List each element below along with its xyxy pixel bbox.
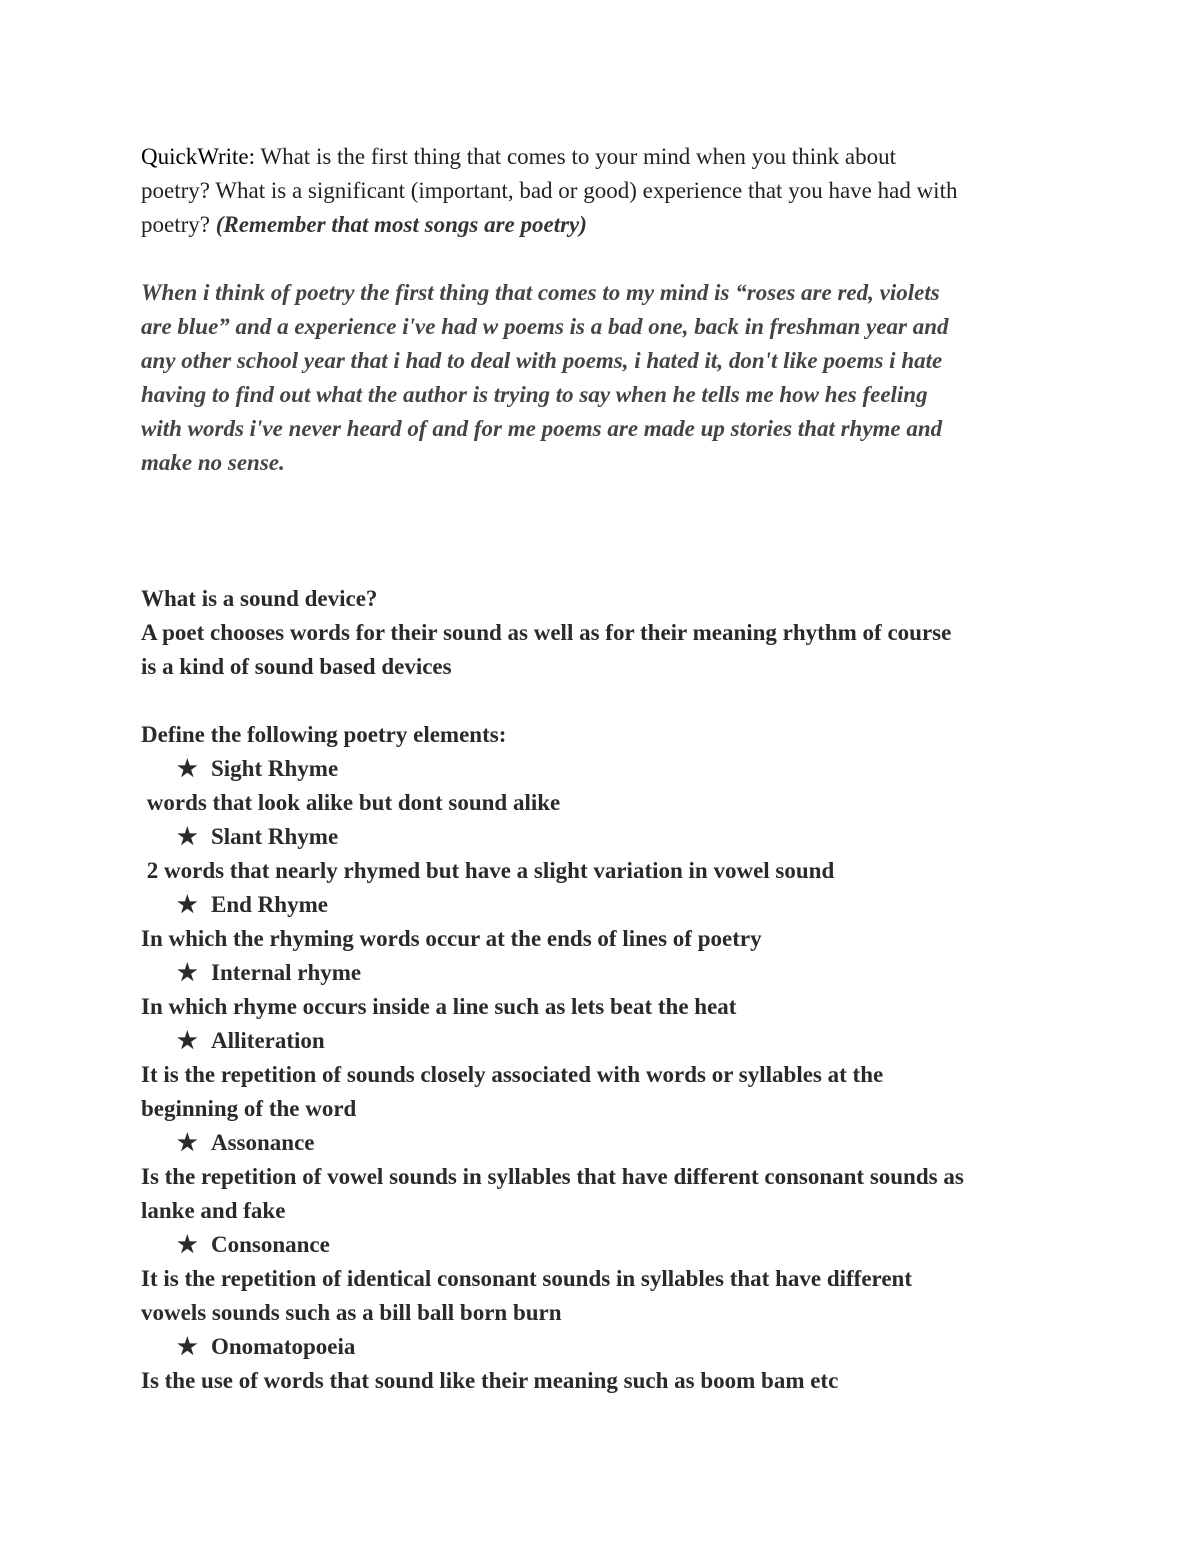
element-term xyxy=(141,1228,1061,1262)
element-term xyxy=(141,1024,1061,1058)
element-term-label: Consonance xyxy=(211,1232,330,1257)
element-term xyxy=(141,956,1061,990)
element-definition: 2 words that nearly rhymed but have a slight variation in vowel sound xyxy=(141,858,835,883)
star-icon: ★ xyxy=(177,1334,198,1359)
element-term xyxy=(141,752,1061,786)
element-definition: It is the repetition of sounds closely associated with words or syllables at the xyxy=(141,1062,884,1087)
sound-device-answer-line: A poet chooses words for their sound as well as for their meaning rhythm of course xyxy=(141,620,952,645)
sound-device-answer-line: is a kind of sound based devices xyxy=(141,654,452,679)
element-term-label: Slant Rhyme xyxy=(211,824,339,849)
quickwrite-line xyxy=(141,208,1061,242)
element-definition: In which the rhyming words occur at the ends of lines of poetry xyxy=(141,926,762,951)
quickwrite-text: poetry? xyxy=(141,212,216,237)
star-icon: ★ xyxy=(177,756,198,781)
element-term-label: Sight Rhyme xyxy=(211,756,339,781)
quickwrite-label: QuickWrite: xyxy=(141,144,256,169)
element-definition: beginning of the word xyxy=(141,1096,357,1121)
quickwrite-prompt xyxy=(141,140,1061,242)
quickwrite-line xyxy=(141,140,1061,174)
element-definition: In which rhyme occurs inside a line such as lets beat the heat xyxy=(141,994,737,1019)
star-icon: ★ xyxy=(177,1232,198,1257)
star-icon: ★ xyxy=(177,960,198,985)
element-term-label: Internal rhyme xyxy=(211,960,362,985)
answer-line: are blue” and a experience i've had w poems is a bad one, back in freshman year and xyxy=(141,314,949,339)
document-page xyxy=(141,140,1061,1398)
element-definition: vowels sounds such as a bill ball born burn xyxy=(141,1300,562,1325)
element-definition: Is the use of words that sound like their meaning such as boom bam etc xyxy=(141,1368,839,1393)
answer-line: having to find out what the author is trying to say when he tells me how hes feeling xyxy=(141,382,928,407)
poetry-elements-section xyxy=(141,718,1061,1398)
element-term xyxy=(141,888,1061,922)
element-term-label: Assonance xyxy=(211,1130,315,1155)
quickwrite-line: poetry? What is a significant (important, bad or good) experience that you have had with xyxy=(141,178,958,203)
element-term-label: Onomatopoeia xyxy=(211,1334,356,1359)
element-definition: lanke and fake xyxy=(141,1198,286,1223)
answer-line: with words i've never heard of and for me poems are made up stories that rhyme and xyxy=(141,416,943,441)
star-icon: ★ xyxy=(177,1028,198,1053)
element-definition: It is the repetition of identical consonant sounds in syllables that have different xyxy=(141,1266,912,1291)
element-term-label: Alliteration xyxy=(211,1028,325,1053)
element-term-label: End Rhyme xyxy=(211,892,328,917)
star-icon: ★ xyxy=(177,824,198,849)
star-icon: ★ xyxy=(177,892,198,917)
element-term xyxy=(141,1126,1061,1160)
answer-line: any other school year that i had to deal with poems, i hated it, don't like poems i hate xyxy=(141,348,943,373)
star-icon: ★ xyxy=(177,1130,198,1155)
element-term xyxy=(141,1330,1061,1364)
element-definition: words that look alike but dont sound alike xyxy=(141,790,561,815)
answer-line: When i think of poetry the first thing that comes to my mind is “roses are red, violets xyxy=(141,280,940,305)
element-term xyxy=(141,820,1061,854)
poetry-elements-heading: Define the following poetry elements: xyxy=(141,722,507,747)
sound-device-question: What is a sound device? xyxy=(141,586,378,611)
quickwrite-text: What is the first thing that comes to your mind when you think about xyxy=(255,144,896,169)
student-answer xyxy=(141,276,1061,480)
answer-line: make no sense. xyxy=(141,450,285,475)
sound-device-section xyxy=(141,582,1061,684)
element-definition: Is the repetition of vowel sounds in syllables that have different consonant sounds as xyxy=(141,1164,964,1189)
quickwrite-hint: (Remember that most songs are poetry) xyxy=(215,212,587,237)
